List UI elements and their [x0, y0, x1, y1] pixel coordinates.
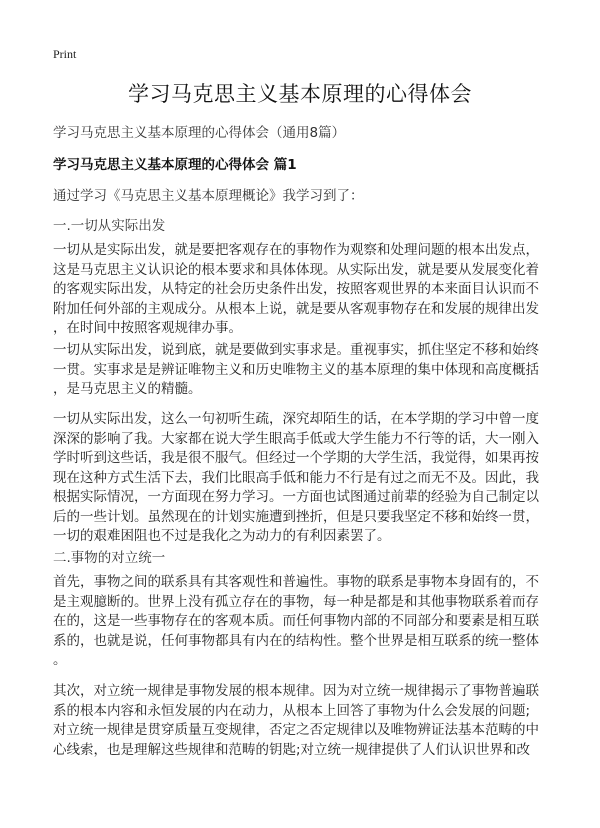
- text-line: 现在这种方式生活下去，我们比眼高手低和能力不行是有过之而无不及。因此，我: [53, 469, 539, 486]
- text-line: 系的，也就是说，任何事物都具有内在的结构性。整个世界是相互联系的统一整体: [53, 632, 539, 649]
- text-line: 系的根本内容和永恒发展的内在动力，从根本上回答了事物为什么会发展的问题;: [53, 702, 531, 719]
- document-subtitle: 学习马克思主义基本原理的心得体会（通用8篇）: [53, 125, 346, 141]
- point-heading-2: 二.事物的对立统一: [53, 550, 166, 566]
- text-line: 后的一些计划。虽然现在的计划实施遭到挫折，但是只要我坚定不移和始终一贯，: [53, 508, 539, 525]
- text-line: 。: [53, 652, 67, 668]
- text-line: 是主观臆断的。世界上没有孤立存在的事物，每一种是都是和其他事物联系着而存: [53, 593, 539, 610]
- text-line: 根据实际情况，一方面现在努力学习。一方面也试图通过前辈的经验为自己制定以: [53, 489, 539, 505]
- text-line: 的客观实际出发，从特定的社会历史条件出发，按照客观世界的本来面目认识而不: [53, 281, 539, 297]
- document-title: 学习马克思主义基本原理的心得体会: [128, 82, 472, 106]
- intro-text: 通过学习《马克思主义基本原理概论》我学习到了：: [53, 188, 364, 204]
- section-heading: 学习马克思主义基本原理的心得体会 篇1: [53, 157, 297, 173]
- text-line: 这是马克思主义认识论的根本要求和具体体现。从实际出发，就是要从发展变化着: [53, 261, 539, 278]
- text-line: ，在时间中按照客观规律办事。: [53, 320, 242, 336]
- text-line: 深深的影响了我。大家都在说大学生眼高手低或大学生能力不行等的话，大一刚入: [53, 430, 539, 447]
- text-line: 其次，对立统一规律是事物发展的根本规律。因为对立统一规律揭示了事物普遍联: [53, 683, 539, 699]
- text-line: 一切的艰难困阻也不过是我化之为动力的有利因素罢了。: [53, 528, 391, 544]
- text-line: 一切从是实际出发，就是要把客观存在的事物作为观察和处理问题的根本出发点，: [53, 242, 539, 258]
- paragraph-3: [53, 410, 553, 547]
- point-heading-1: 一.一切从实际出发: [53, 218, 166, 234]
- text-line: 一贯。实事求是是辨证唯物主义和历史唯物主义的基本原理的集中体现和高度概括: [53, 361, 539, 378]
- paragraph-4: [53, 573, 553, 671]
- text-line: 一切从实际出发，说到底，就是要做到实事求是。重视事实，抓住坚定不移和始终: [53, 342, 539, 358]
- paragraph-2: [53, 341, 553, 400]
- text-line: 在的，这是一些事物存在的客观本质。而任何事物内部的不同部分和要素是相互联: [53, 613, 539, 629]
- text-line: 学时听到这些话，我是很不服气。但经过一个学期的大学生活，我觉得，如果再按: [53, 450, 539, 466]
- print-label: Print: [53, 47, 77, 61]
- text-line: 一切从实际出发，这么一句初听生疏，深究却陌生的话，在本学期的学习中曾一度: [53, 411, 539, 427]
- text-line: ，是马克思主义的精髓。: [53, 381, 202, 397]
- text-line: 附加任何外部的主观成分。从根本上说，就是要从客观事物存在和发展的规律出发: [53, 300, 539, 317]
- paragraph-1: [53, 241, 553, 339]
- text-line: 心线索，也是理解这些规律和范畴的钥匙;对立统一规律提供了人们认识世界和改: [53, 741, 531, 758]
- paragraph-5: [53, 682, 553, 760]
- text-line: 对立统一规律是贯穿质量互变规律，否定之否定规律以及唯物辨证法基本范畴的中: [53, 722, 539, 738]
- text-line: 首先，事物之间的联系具有其客观性和普遍性。事物的联系是事物本身固有的，不: [53, 574, 539, 590]
